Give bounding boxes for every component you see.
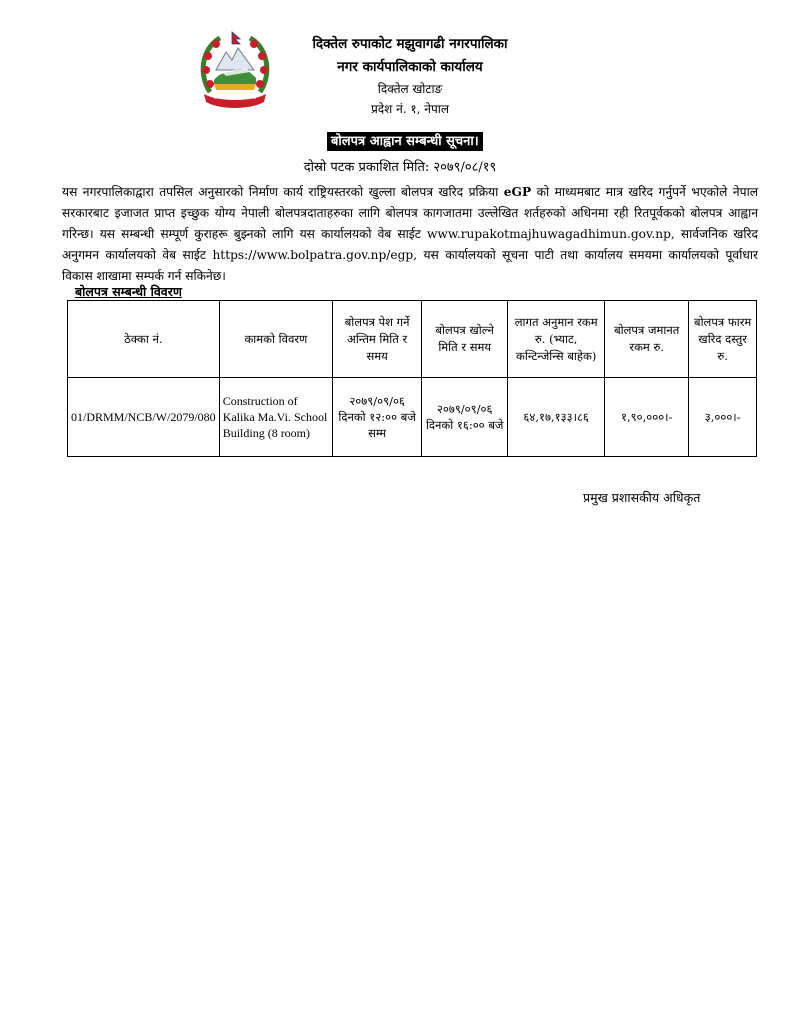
section-label: बोलपत्र सम्बन्धी विवरण [75,284,182,299]
description-cell: Construction of Kalika Ma.Vi. School Building (8 room) [219,378,332,457]
cost-estimate-cell: ६४,१७,१३३।८६ [508,378,605,457]
publication-date: दोस्रो पटक प्रकाशित मिति: २०७९/०८/१९ [303,160,497,175]
notice-title: बोलपत्र आह्वान सम्बन्धी सूचना। [327,132,483,151]
col-header-submission: बोलपत्र पेश गर्ने अन्तिम मिति र समय [333,301,422,378]
col-header-bid-security: बोलपत्र जमानत रकम रु. [605,301,689,378]
col-header-cost-estimate: लागत अनुमान रकम रु. (भ्याट, कन्टिन्जेन्सि बाहेक) [508,301,605,378]
office-name: नगर कार्यपालिकाको कार्यालय [337,59,483,75]
col-header-contract-no: ठेक्का नं. [68,301,220,378]
table-row [68,378,757,457]
notice-body-part-2: को माध्यमबाट मात्र खरिद गर्नुपर्ने भएकोले नेपाल सरकारबाट इजाजत प्राप्त इच्छुक योग्य नेपाली बोलपत्रदाताहरुका लागि बोलपत्र कागजातमा उल्लेखित शर्तहरुको अधिनमा रही रितपूर्वकको बोलपत्र आह्वान गरिन्छ। यस सम्बन्धी सम्पूर्ण कुराहरू बुझ्नको लागि यस कार्यालयको वेब साईट www.rupakotmajhuwagadhimun.gov.np, सार्वजनिक खरिद अनुगमन कार्यालयको वेब साईट https://www.bolpatra.gov.np/egp, यस कार्यालयको सूचना पाटी तथा कार्यालय समयमा कार्यालयको पूर्वाधार विकास शाखामा सम्पर्क गर्न सकिनेछ। [62,185,758,283]
tender-table [67,300,757,457]
col-header-form-fee: बोलपत्र फारम खरिद दस्तुर रु. [689,301,757,378]
opening-cell: २०७९/०९/०६ दिनको १६:०० बजे [422,378,508,457]
form-fee-cell: ३,०००।- [689,378,757,457]
egp-term: eGP [503,185,532,199]
nepal-emblem-icon [196,30,274,112]
col-header-opening: बोलपत्र खोल्ने मिति र समय [422,301,508,378]
province-line: प्रदेश नं. १, नेपाल [370,102,450,116]
notice-body [62,182,758,287]
office-location: दिक्तेल खोटाङ [377,82,443,96]
notice-body-part-1: यस नगरपालिकाद्वारा तपसिल अनुसारको निर्माण कार्य राष्ट्रियस्तरको खुल्ला बोलपत्र खरिद प्रक्रिया [62,185,504,199]
bid-security-cell: १,९०,०००।- [605,378,689,457]
col-header-description: कामको विवरण [219,301,332,378]
submission-cell: २०७९/०९/०६ दिनको १२:०० बजे सम्म [333,378,422,457]
table-header-row [68,301,757,378]
signature-title: प्रमुख प्रशासकीय अधिकृत [583,490,701,505]
municipality-name: दिक्तेल रुपाकोट मझुवागढी नगरपालिका [312,36,508,52]
contract-no-cell: 01/DRMM/NCB/W/2079/080 [68,378,220,457]
